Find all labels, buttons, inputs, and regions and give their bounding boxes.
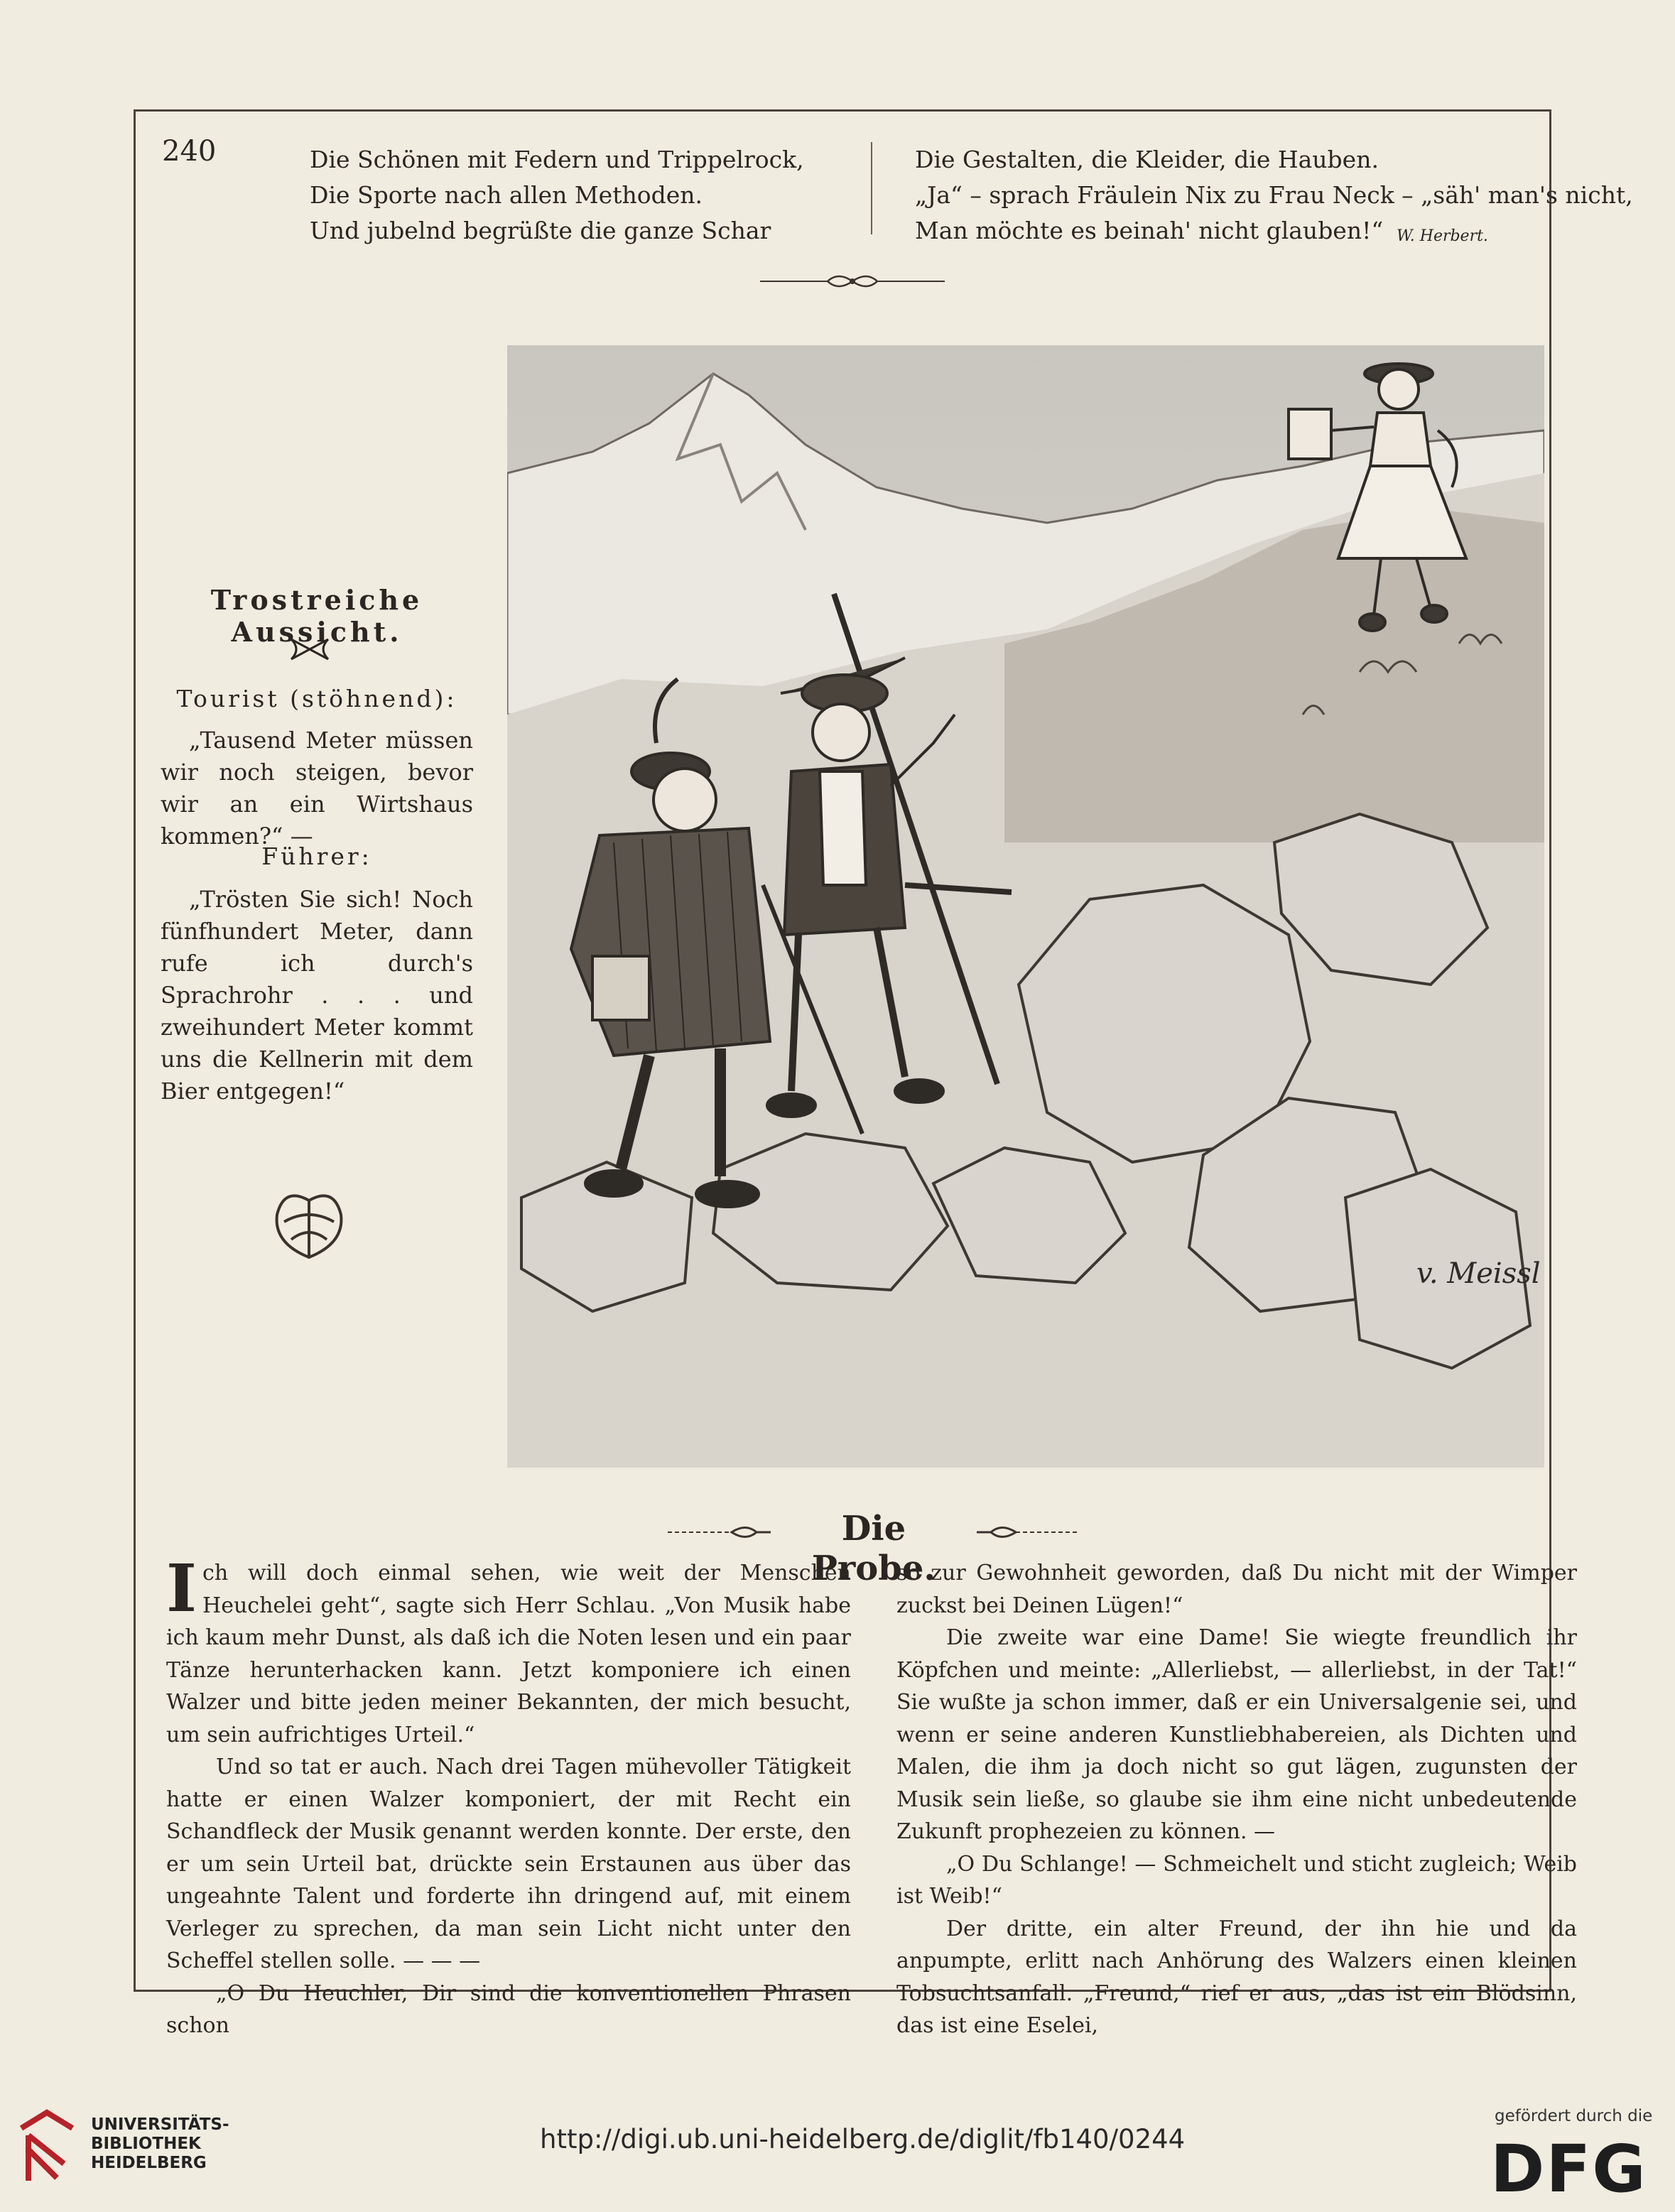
source-url-link[interactable]: http://digi.ub.uni-heidelberg.de/diglit/fb140/0244 <box>540 2124 1186 2154</box>
poem-line: Man möchte es beinah' nicht glauben!“ <box>915 217 1384 244</box>
article-paragraph: Und so tat er auch. Nach drei Tagen mühevoller Tätigkeit hatte er einen Walzer komponiert, der mit Recht ein Schandfleck der Musik genannt werden konnte. Der erste, den er um sein Urteil bat, drückte sein Erstaunen aus über das ungeahnte Talent und forderte ihn dringend auf, mit einem Verleger zu sprechen, da man sein Licht nicht unter den Scheffel stellen solle. — — — <box>166 1755 851 1973</box>
article-title <box>668 1509 1080 1588</box>
poem-author: W. Herbert. <box>1397 227 1488 245</box>
article-paragraph: „O Du Heuchler, Dir sind die konventionellen Phrasen schon <box>166 1980 851 2038</box>
dropcap: I <box>166 1550 197 1627</box>
article-title-text: Die Probe. <box>811 1509 936 1588</box>
university-library-logo-icon[interactable] <box>14 2107 80 2186</box>
article-paragraph: so zur Gewohnheit geworden, daß Du nicht mit der Wimper zuckst bei Deinen Lügen!“ <box>896 1561 1577 1618</box>
article-paragraph: Ich will doch einmal sehen, wie weit der Menschen Heuchelei geht“, sagte sich Herr Schlau. „Von Musik habe ich kaum mehr Dunst, als daß ich die Noten lesen und ein paar Tänze herunterhacken kann. Jetzt komponiere ich einen Walzer und bitte jeden meiner Bekannten, der mich besucht, um sein aufrichtiges Urteil.“ <box>166 1550 851 1747</box>
article-paragraph: „O Du Schlange! — Schmeichelt und sticht zugleich; Weib ist Weib!“ <box>896 1851 1577 1909</box>
sidebar-title: Trostreiche Aussicht. <box>210 584 423 648</box>
article-paragraph: Die zweite war eine Dame! Sie wiegte freundlich ihr Köpfchen und meinte: „Allerliebst, — allerliebst, in der Tat!“ Sie wußte ja schon immer, daß er ein Universalgenie sei, und wenn er seine anderen Kunstliebhabereien, als Dichten und Malen, die ihm ja doch nicht so gut lägen, zugunsten der Musik sein ließe, so glaube sie ihm eine nicht unbedeutende Zukunft prophezeien zu können. — <box>896 1625 1577 1844</box>
poem-line: Die Schönen mit Federn und Trippelrock, <box>310 146 804 173</box>
poem-line: Und jubelnd begrüßte die ganze Schar <box>310 217 771 244</box>
title-left-flourish-icon <box>668 1522 774 1543</box>
poem-line: Die Sporte nach allen Methoden. <box>310 181 703 209</box>
page-number: 240 <box>162 135 217 168</box>
ornament-divider-icon <box>760 267 945 296</box>
article-paragraph: Der dritte, ein alter Freund, der ihn hie und da anpumpte, erlitt nach Anhörung des Walzers einen kleinen Tobsuchtsanfall. „Freund,“ rief er aus, „das ist ein Blödsinn, das ist eine Eselei, <box>896 1916 1577 2038</box>
jugendstil-ornament-icon <box>270 1186 348 1264</box>
speech-guide: „Trösten Sie sich! Noch fünfhundert Meter, dann rufe ich durch's Sprachrohr . . . und zweihundert Meter kommt uns die Kellnerin mit dem Bier entgegen!“ <box>161 886 473 1105</box>
poem-line: „Ja“ – sprach Fräulein Nix zu Frau Neck – „säh' man's nicht, <box>915 181 1633 209</box>
speaker-tourist: Tourist (stöhnend): <box>176 685 457 712</box>
poem-right-column <box>915 142 1633 249</box>
sponsor-label: gefördert durch die <box>1495 2107 1653 2125</box>
speaker-guide: Führer: <box>261 842 372 870</box>
article-left-column <box>166 1550 851 2042</box>
poem-line: Die Gestalten, die Kleider, die Hauben. <box>915 146 1379 173</box>
speech-tourist: „Tausend Meter müssen wir noch steigen, bevor wir an ein Wirtshaus kommen?“ — <box>161 727 473 850</box>
dfg-logo[interactable]: DFG <box>1490 2131 1647 2207</box>
poem-column-divider <box>871 142 872 234</box>
bowtie-ornament-icon <box>288 636 331 662</box>
mountain-hikers-illustration <box>507 345 1544 1468</box>
illustration-signature: v. Meissl <box>1416 1257 1541 1290</box>
institution-name[interactable]: UNIVERSITÄTS- BIBLIOTHEK HEIDELBERG <box>91 2115 229 2172</box>
title-right-flourish-icon <box>973 1522 1080 1543</box>
article-right-column <box>896 1557 1577 2042</box>
poem-left-column <box>310 142 804 249</box>
